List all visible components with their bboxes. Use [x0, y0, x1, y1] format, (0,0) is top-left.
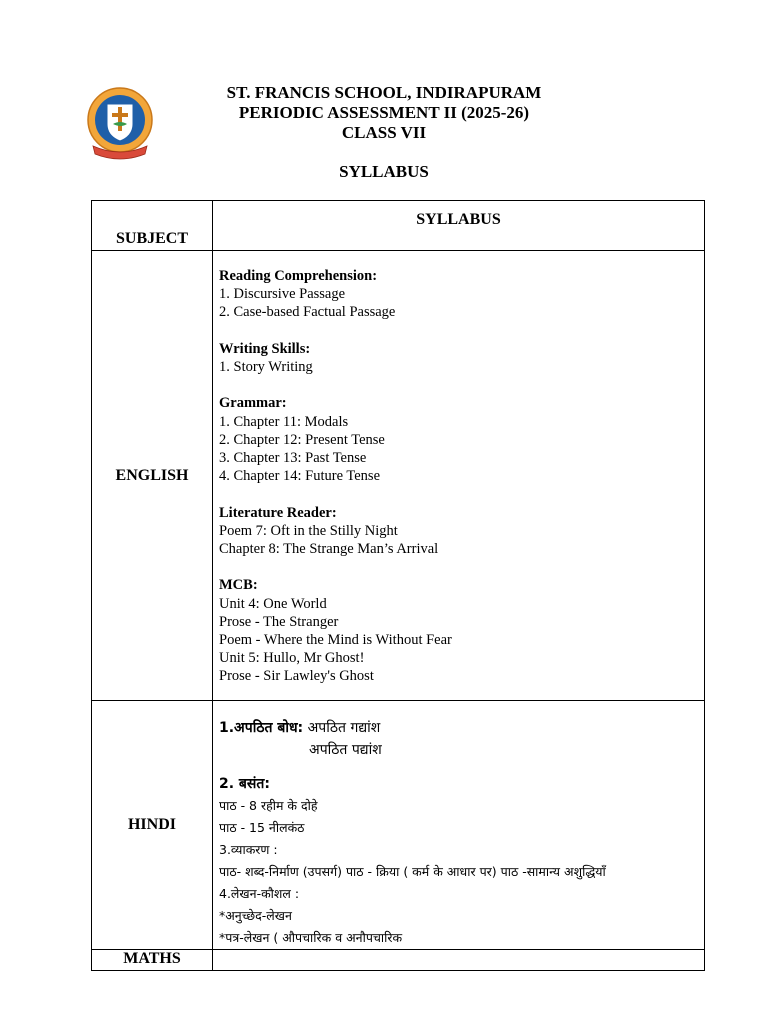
- list-item: Unit 5: Hullo, Mr Ghost!: [219, 650, 365, 667]
- section-title: Literature Reader:: [219, 504, 337, 521]
- list-item: पाठ- शब्द-निर्माण (उपसर्ग) पाठ - क्रिया ( कर्म के आधार पर) पाठ -सामान्य अशुद्धियाँ: [219, 864, 606, 879]
- class-label: CLASS VII: [341, 123, 427, 142]
- list-item: 4. Chapter 14: Future Tense: [219, 468, 381, 485]
- syllabus-table: [91, 200, 705, 971]
- list-item: Unit 4: One World: [219, 595, 327, 612]
- list-item: 1. Story Writing: [219, 359, 313, 375]
- list-item: Prose - The Stranger: [219, 613, 339, 630]
- list-item: *अनुच्छेद-लेखन: [219, 908, 292, 923]
- hindi-lines: [219, 795, 704, 949]
- header-syllabus: SYLLABUS: [213, 201, 705, 251]
- list-item: Prose - Sir Lawley's Ghost: [219, 668, 374, 685]
- english-section: [219, 504, 704, 559]
- english-section: [219, 267, 704, 322]
- list-item: *पत्र-लेखन ( औपचारिक व अनौपचारिक: [219, 930, 403, 945]
- school-name: ST. FRANCIS SCHOOL, INDIRAPURAM: [226, 83, 542, 102]
- list-item: पाठ - 15 नीलकंठ: [219, 820, 305, 835]
- syllabus-hindi: [213, 701, 705, 950]
- english-section: [219, 394, 704, 485]
- list-item: 2. Chapter 12: Present Tense: [219, 431, 385, 448]
- table-row-maths: [92, 950, 705, 971]
- list-item: Chapter 8: The Strange Man’s Arrival: [219, 541, 439, 557]
- syllabus-maths: [213, 950, 705, 971]
- list-item: Poem 7: Oft in the Stilly Night: [219, 522, 398, 539]
- syllabus-heading: SYLLABUS: [339, 162, 429, 181]
- list-item: पाठ - 8 रहीम के दोहे: [219, 798, 318, 813]
- subject-hindi: HINDI: [92, 701, 213, 950]
- table-header-row: [92, 201, 705, 251]
- section-title: Grammar:: [219, 395, 287, 412]
- list-item: 2. Case-based Factual Passage: [219, 304, 396, 321]
- section-title: Reading Comprehension:: [219, 268, 378, 284]
- hindi-sections: [213, 701, 704, 949]
- header-subject: SUBJECT: [92, 201, 213, 251]
- english-section: [219, 576, 704, 685]
- english-sections: [213, 251, 704, 686]
- table-row-english: [92, 251, 705, 701]
- list-item: Poem - Where the Mind is Without Fear: [219, 632, 452, 648]
- hindi-s2-title: 2. बसंत:: [219, 776, 270, 792]
- hindi-s1-label: 1.अपठित बोध:: [219, 720, 304, 736]
- hindi-section-1: [219, 717, 704, 739]
- list-item: 3. Chapter 13: Past Tense: [219, 450, 367, 466]
- subject-english: ENGLISH: [92, 251, 213, 701]
- table-row-hindi: [92, 701, 705, 950]
- list-item: 3.व्याकरण :: [219, 842, 278, 857]
- list-item: 4.लेखन-कौशल :: [219, 886, 300, 901]
- hindi-s1-item1: अपठित गद्यांश: [307, 720, 381, 736]
- list-item: 1. Discursive Passage: [219, 286, 346, 303]
- subject-maths: MATHS: [92, 950, 213, 971]
- assessment-title: PERIODIC ASSESSMENT II (2025-26): [238, 103, 530, 122]
- section-title: Writing Skills:: [219, 340, 311, 357]
- english-section: [219, 340, 704, 376]
- hindi-s1-item2: अपठित पद्यांश: [309, 742, 382, 758]
- syllabus-english: [213, 251, 705, 701]
- section-title: MCB:: [219, 577, 258, 594]
- list-item: 1. Chapter 11: Modals: [219, 413, 349, 430]
